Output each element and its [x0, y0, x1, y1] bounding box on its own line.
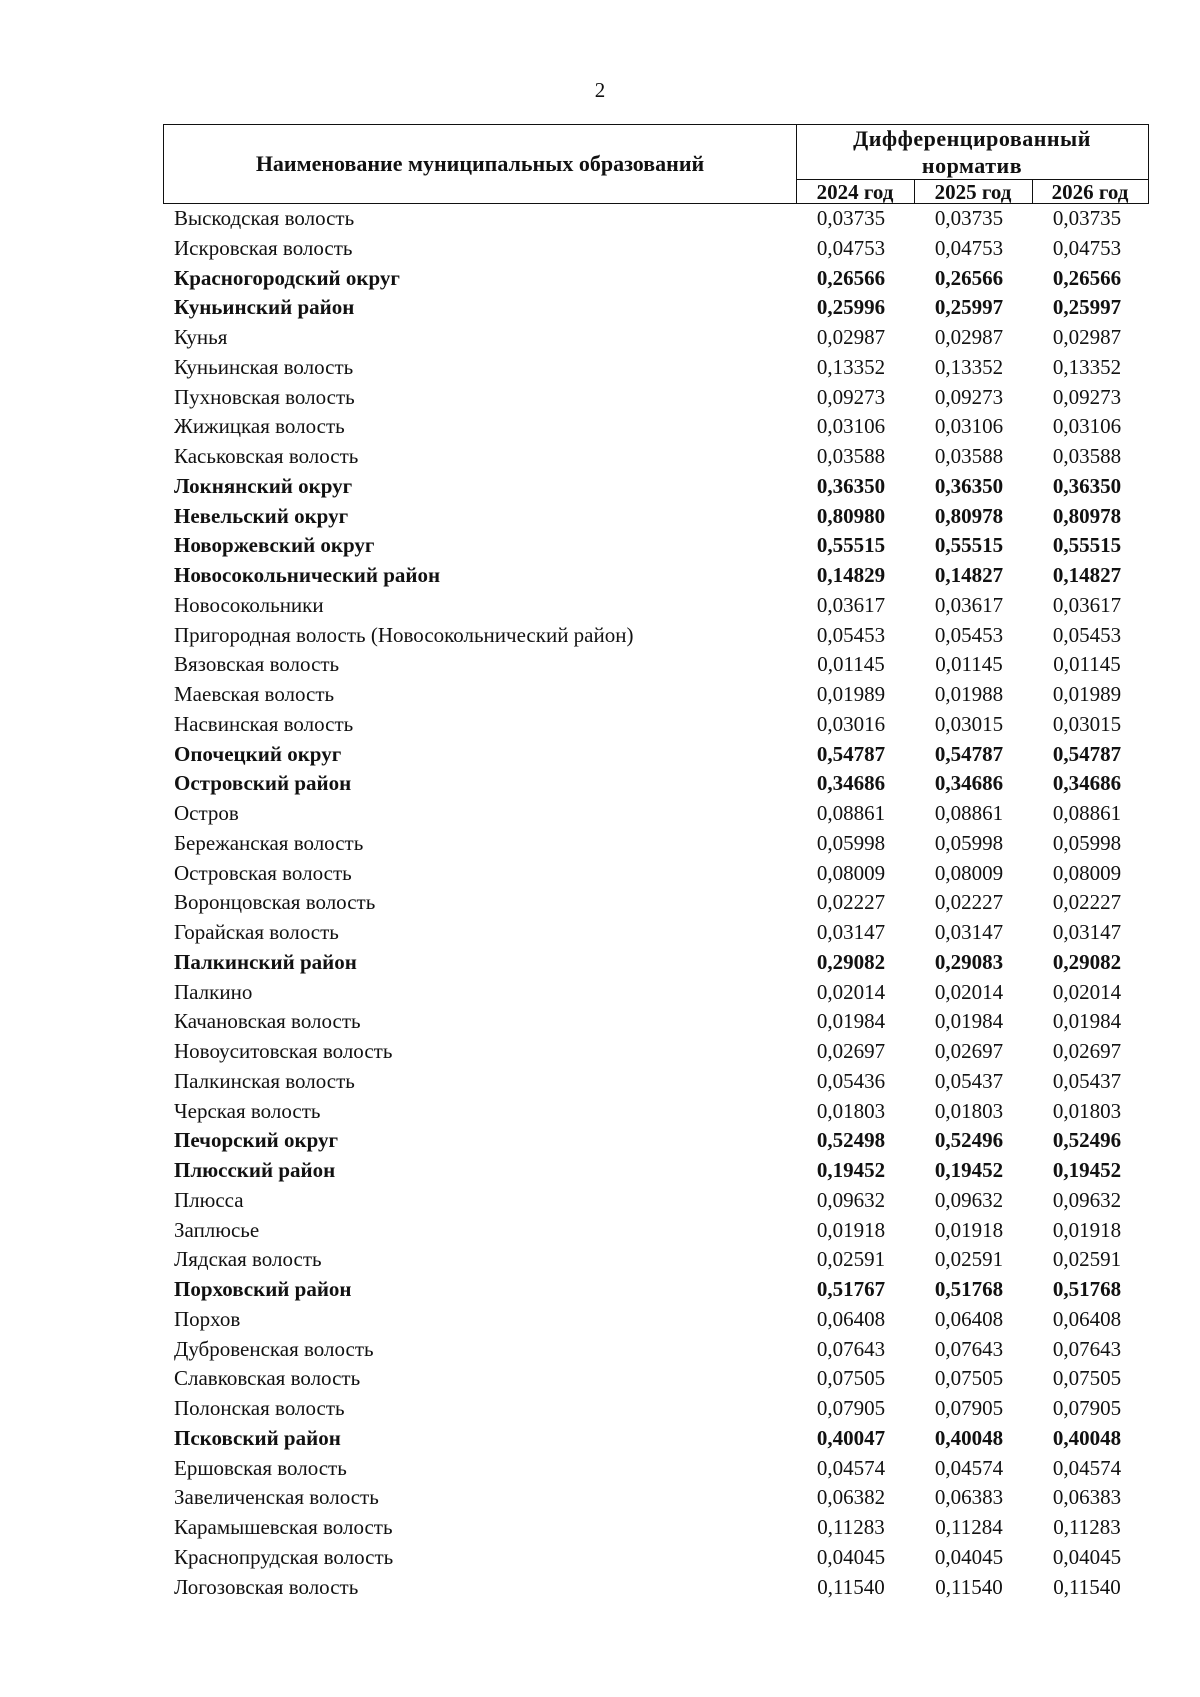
- value-2026: 0,52496: [1052, 1128, 1122, 1153]
- value-2025: 0,54787: [934, 741, 1004, 766]
- value-2026: 0,03617: [1052, 592, 1122, 617]
- row-name: Печорский округ: [174, 1128, 339, 1153]
- value-2024: 0,13352: [816, 354, 886, 379]
- value-2025: 0,05437: [934, 1068, 1004, 1093]
- value-2024: 0,29082: [816, 949, 886, 974]
- table-row: [0, 1069, 1200, 1099]
- value-2025: 0,01988: [934, 682, 1004, 706]
- value-2026: 0,03147: [1052, 920, 1122, 944]
- table-row: [0, 1515, 1200, 1545]
- value-2026: 0,04753: [1052, 235, 1122, 260]
- value-2026: 0,08861: [1052, 801, 1122, 825]
- table-row: [0, 1009, 1200, 1039]
- value-2026: 0,55515: [1052, 533, 1122, 558]
- value-2024: 0,06382: [816, 1485, 886, 1510]
- value-2024: 0,03106: [816, 414, 886, 439]
- value-2025: 0,04045: [934, 1544, 1004, 1569]
- row-name: Ершовская волость: [174, 1455, 347, 1480]
- value-2024: 0,03588: [816, 444, 886, 468]
- table-row: [0, 742, 1200, 772]
- value-2026: 0,03106: [1052, 414, 1122, 439]
- value-2025: 0,02697: [934, 1039, 1004, 1063]
- value-2024: 0,19452: [816, 1158, 886, 1182]
- value-2024: 0,02697: [816, 1039, 886, 1063]
- value-2024: 0,07905: [816, 1396, 886, 1420]
- table-row: [0, 295, 1200, 325]
- value-2025: 0,03147: [934, 920, 1004, 944]
- row-name: Кунья: [174, 325, 228, 349]
- row-name: Порховский район: [174, 1277, 352, 1301]
- value-2024: 0,06408: [816, 1306, 886, 1331]
- value-2025: 0,19452: [934, 1158, 1004, 1182]
- row-name: Палкино: [174, 979, 253, 1004]
- value-2026: 0,09273: [1052, 384, 1122, 409]
- table-row: [0, 414, 1200, 444]
- header-year-2024: 2024 год: [816, 179, 894, 204]
- table-row: [0, 890, 1200, 920]
- table-row: [0, 1099, 1200, 1129]
- value-2026: 0,14827: [1052, 563, 1122, 587]
- row-name: Дубровенская волость: [174, 1336, 374, 1361]
- value-2025: 0,29083: [934, 949, 1004, 974]
- value-2024: 0,04574: [816, 1455, 886, 1480]
- value-2024: 0,11283: [817, 1515, 885, 1539]
- value-2025: 0,04574: [934, 1455, 1004, 1480]
- row-name: Плюсский район: [174, 1158, 336, 1182]
- table-row: [0, 533, 1200, 563]
- value-2026: 0,07905: [1052, 1396, 1122, 1420]
- row-name: Искровская волость: [174, 235, 353, 260]
- value-2026: 0,11283: [1053, 1515, 1121, 1539]
- value-2025: 0,01918: [934, 1217, 1004, 1242]
- row-name: Островская волость: [174, 860, 352, 885]
- table-row: [0, 771, 1200, 801]
- value-2025: 0,03735: [934, 206, 1004, 230]
- value-2024: 0,03617: [816, 592, 886, 617]
- table-row: [0, 1545, 1200, 1575]
- value-2024: 0,07643: [816, 1336, 886, 1361]
- row-name: Пригородная волость (Новосокольнический район): [174, 622, 634, 647]
- value-2025: 0,11540: [935, 1574, 1003, 1599]
- value-2025: 0,80978: [934, 503, 1004, 528]
- table-row: [0, 920, 1200, 950]
- value-2024: 0,14829: [816, 563, 886, 587]
- value-2025: 0,25997: [934, 295, 1004, 320]
- value-2024: 0,51767: [816, 1277, 886, 1301]
- value-2024: 0,02014: [816, 979, 886, 1004]
- value-2024: 0,02591: [816, 1247, 886, 1272]
- value-2025: 0,36350: [934, 473, 1004, 498]
- value-2024: 0,52498: [816, 1128, 886, 1153]
- value-2026: 0,04045: [1052, 1544, 1122, 1569]
- header-year-2026: 2026 год: [1051, 179, 1129, 204]
- value-2025: 0,34686: [934, 771, 1004, 796]
- value-2025: 0,02987: [934, 325, 1004, 349]
- table-row: [0, 504, 1200, 534]
- value-2026: 0,34686: [1052, 771, 1122, 796]
- value-2024: 0,07505: [816, 1366, 886, 1391]
- value-2026: 0,13352: [1052, 354, 1122, 379]
- value-2024: 0,01918: [816, 1217, 886, 1242]
- value-2026: 0,02697: [1052, 1039, 1122, 1063]
- row-name: Палкинская волость: [174, 1068, 355, 1093]
- header-name-column: Наименование муниципальных образований: [255, 150, 705, 176]
- table-row: [0, 325, 1200, 355]
- table-header: [163, 124, 1149, 204]
- row-name: Славковская волость: [174, 1366, 361, 1391]
- table-row: [0, 712, 1200, 742]
- table-row: [0, 1396, 1200, 1426]
- value-2025: 0,03588: [934, 444, 1004, 468]
- table-row: [0, 563, 1200, 593]
- value-2024: 0,54787: [816, 741, 886, 766]
- value-2026: 0,01145: [1053, 652, 1121, 677]
- value-2025: 0,02014: [934, 979, 1004, 1004]
- value-2025: 0,08009: [934, 860, 1004, 885]
- value-2024: 0,05436: [816, 1068, 886, 1093]
- value-2026: 0,03588: [1052, 444, 1122, 468]
- row-name: Черская волость: [174, 1098, 321, 1123]
- value-2025: 0,09273: [934, 384, 1004, 409]
- row-name: Маевская волость: [174, 682, 335, 706]
- row-name: Красногородский округ: [174, 265, 400, 290]
- table-row: [0, 1456, 1200, 1486]
- value-2025: 0,26566: [934, 265, 1004, 290]
- value-2025: 0,02227: [934, 890, 1004, 915]
- value-2025: 0,07505: [934, 1366, 1004, 1391]
- value-2024: 0,40047: [816, 1425, 886, 1450]
- value-2024: 0,05998: [816, 830, 886, 855]
- value-2024: 0,08009: [816, 860, 886, 885]
- row-name: Качановская волость: [174, 1009, 361, 1034]
- value-2026: 0,07505: [1052, 1366, 1122, 1391]
- value-2026: 0,01803: [1052, 1098, 1122, 1123]
- value-2025: 0,14827: [934, 563, 1004, 587]
- table-row: [0, 1158, 1200, 1188]
- row-name: Псковский район: [174, 1425, 341, 1450]
- value-2026: 0,02227: [1052, 890, 1122, 915]
- value-2024: 0,80980: [816, 503, 886, 528]
- row-name: Бережанская волость: [174, 830, 364, 855]
- row-name: Новоуситовская волость: [174, 1039, 393, 1063]
- value-2025: 0,06383: [934, 1485, 1004, 1510]
- value-2024: 0,01145: [817, 652, 885, 677]
- row-name: Новосокольники: [174, 592, 324, 617]
- table-row: [0, 1366, 1200, 1396]
- value-2026: 0,04574: [1052, 1455, 1122, 1480]
- table-row: [0, 1337, 1200, 1367]
- value-2025: 0,04753: [934, 235, 1004, 260]
- value-2026: 0,09632: [1052, 1187, 1122, 1212]
- row-name: Островский район: [174, 771, 352, 796]
- row-name: Карамышевская волость: [174, 1515, 393, 1539]
- table-row: [0, 980, 1200, 1010]
- table-row: [0, 1188, 1200, 1218]
- row-name: Завеличенская волость: [174, 1485, 379, 1510]
- value-2025: 0,05453: [934, 622, 1004, 647]
- table-row: [0, 266, 1200, 296]
- row-name: Заплюсье: [174, 1217, 260, 1242]
- table-row: [0, 355, 1200, 385]
- value-2026: 0,03735: [1052, 206, 1122, 230]
- row-name: Воронцовская волость: [174, 890, 376, 915]
- value-2025: 0,01803: [934, 1098, 1004, 1123]
- value-2025: 0,05998: [934, 830, 1004, 855]
- table-row: [0, 1128, 1200, 1158]
- value-2025: 0,07905: [934, 1396, 1004, 1420]
- table-row: [0, 652, 1200, 682]
- row-name: Новосокольнический район: [174, 563, 441, 587]
- value-2026: 0,29082: [1052, 949, 1122, 974]
- table-row: [0, 1575, 1200, 1605]
- value-2026: 0,03015: [1052, 711, 1122, 736]
- value-2026: 0,02014: [1052, 979, 1122, 1004]
- value-2025: 0,55515: [934, 533, 1004, 558]
- row-name: Порхов: [174, 1306, 241, 1331]
- table-row: [0, 206, 1200, 236]
- value-2024: 0,08861: [816, 801, 886, 825]
- table-row: [0, 682, 1200, 712]
- value-2025: 0,01145: [935, 652, 1003, 677]
- value-2024: 0,09273: [816, 384, 886, 409]
- row-name: Невельский округ: [174, 503, 349, 528]
- value-2024: 0,55515: [816, 533, 886, 558]
- row-name: Куньинская волость: [174, 354, 354, 379]
- value-2026: 0,06408: [1052, 1306, 1122, 1331]
- value-2025: 0,09632: [934, 1187, 1004, 1212]
- header-normative: [796, 125, 1148, 179]
- row-name: Пухновская волость: [174, 384, 355, 409]
- value-2026: 0,05437: [1052, 1068, 1122, 1093]
- value-2025: 0,06408: [934, 1306, 1004, 1331]
- value-2025: 0,07643: [934, 1336, 1004, 1361]
- table-row: [0, 1307, 1200, 1337]
- value-2025: 0,08861: [934, 801, 1004, 825]
- value-2024: 0,26566: [816, 265, 886, 290]
- header-normative-line2: норматив: [921, 153, 1023, 178]
- table-row: [0, 831, 1200, 861]
- header-normative-line1: Дифференцированный: [853, 126, 1091, 151]
- value-2024: 0,03147: [816, 920, 886, 944]
- value-2024: 0,04045: [816, 1544, 886, 1569]
- table-row: [0, 1277, 1200, 1307]
- value-2025: 0,02591: [934, 1247, 1004, 1272]
- row-name: Вязовская волость: [174, 652, 340, 677]
- value-2026: 0,25997: [1052, 295, 1122, 320]
- value-2026: 0,11540: [1053, 1574, 1121, 1599]
- value-2026: 0,01984: [1052, 1009, 1122, 1034]
- table-row: [0, 474, 1200, 504]
- value-2024: 0,36350: [816, 473, 886, 498]
- table-row: [0, 385, 1200, 415]
- header-year-2025: 2025 год: [934, 179, 1012, 204]
- value-2026: 0,07643: [1052, 1336, 1122, 1361]
- table-row: [0, 444, 1200, 474]
- value-2024: 0,34686: [816, 771, 886, 796]
- value-2024: 0,02227: [816, 890, 886, 915]
- value-2026: 0,02591: [1052, 1247, 1122, 1272]
- value-2026: 0,06383: [1052, 1485, 1122, 1510]
- value-2024: 0,25996: [816, 295, 886, 320]
- value-2025: 0,03106: [934, 414, 1004, 439]
- value-2024: 0,03735: [816, 206, 886, 230]
- value-2026: 0,08009: [1052, 860, 1122, 885]
- row-name: Логозовская волость: [174, 1574, 359, 1599]
- value-2026: 0,05998: [1052, 830, 1122, 855]
- page-number: 2: [594, 78, 606, 102]
- value-2024: 0,03016: [816, 711, 886, 736]
- value-2026: 0,05453: [1052, 622, 1122, 647]
- row-name: Насвинская волость: [174, 711, 354, 736]
- value-2025: 0,52496: [934, 1128, 1004, 1153]
- value-2026: 0,80978: [1052, 503, 1122, 528]
- table-row: [0, 1426, 1200, 1456]
- table-row: [0, 1485, 1200, 1515]
- value-2025: 0,13352: [934, 354, 1004, 379]
- table-row: [0, 801, 1200, 831]
- table-row: [0, 1247, 1200, 1277]
- row-name: Новоржевский округ: [174, 533, 375, 558]
- value-2026: 0,19452: [1052, 1158, 1122, 1182]
- value-2024: 0,04753: [816, 235, 886, 260]
- value-2026: 0,01918: [1052, 1217, 1122, 1242]
- table-row: [0, 1039, 1200, 1069]
- table-row: [0, 1218, 1200, 1248]
- row-name: Опочецкий округ: [174, 741, 342, 766]
- row-name: Горайская волость: [174, 920, 339, 944]
- value-2024: 0,01803: [816, 1098, 886, 1123]
- value-2026: 0,54787: [1052, 741, 1122, 766]
- row-name: Полонская волость: [174, 1396, 345, 1420]
- value-2025: 0,11284: [935, 1515, 1003, 1539]
- row-name: Палкинский район: [174, 949, 357, 974]
- value-2025: 0,40048: [934, 1425, 1004, 1450]
- row-name: Жижицкая волость: [174, 414, 345, 439]
- value-2026: 0,36350: [1052, 473, 1122, 498]
- value-2026: 0,01989: [1052, 682, 1122, 706]
- table-row: [0, 861, 1200, 891]
- table-row: [0, 236, 1200, 266]
- row-name: Лядская волость: [174, 1247, 322, 1272]
- value-2024: 0,11540: [817, 1574, 885, 1599]
- value-2026: 0,26566: [1052, 265, 1122, 290]
- row-name: Каськовская волость: [174, 444, 359, 468]
- value-2025: 0,03617: [934, 592, 1004, 617]
- table-row: [0, 950, 1200, 980]
- row-name: Плюсса: [174, 1187, 244, 1212]
- value-2026: 0,51768: [1052, 1277, 1122, 1301]
- row-name: Выскодская волость: [174, 206, 355, 230]
- row-name: Краснопрудская волость: [174, 1544, 394, 1569]
- table-row: [0, 623, 1200, 653]
- row-name: Остров: [174, 801, 239, 825]
- row-name: Куньинский район: [174, 295, 355, 320]
- value-2024: 0,01989: [816, 682, 886, 706]
- value-2025: 0,51768: [934, 1277, 1004, 1301]
- value-2025: 0,01984: [934, 1009, 1004, 1034]
- value-2025: 0,03015: [934, 711, 1004, 736]
- value-2026: 0,02987: [1052, 325, 1122, 349]
- value-2026: 0,40048: [1052, 1425, 1122, 1450]
- table-row: [0, 593, 1200, 623]
- row-name: Локнянский округ: [174, 473, 353, 498]
- value-2024: 0,02987: [816, 325, 886, 349]
- value-2024: 0,05453: [816, 622, 886, 647]
- value-2024: 0,09632: [816, 1187, 886, 1212]
- value-2024: 0,01984: [816, 1009, 886, 1034]
